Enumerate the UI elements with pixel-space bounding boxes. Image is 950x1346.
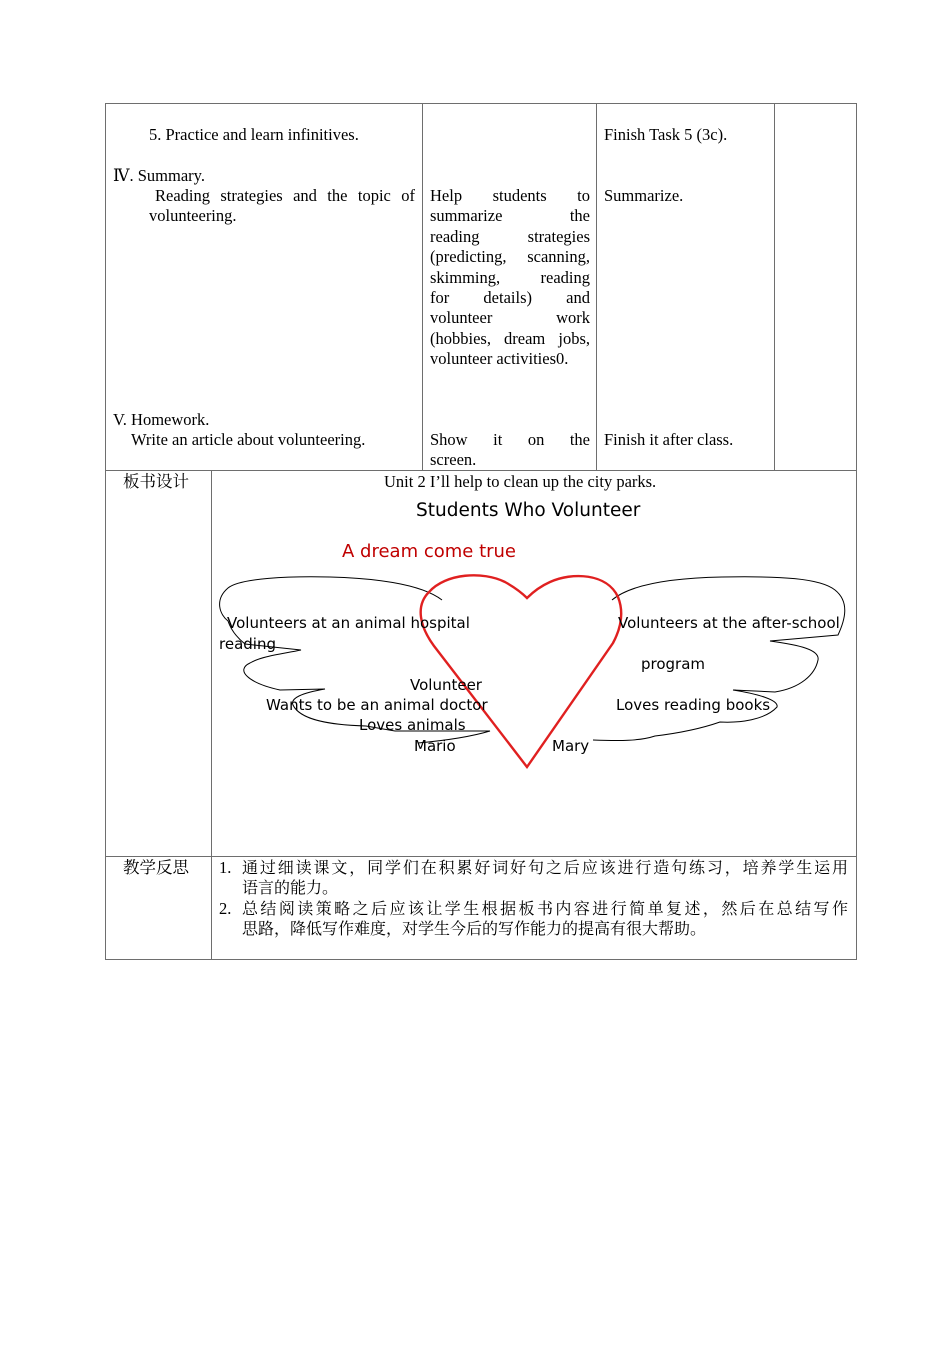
- summary-heading: Ⅳ. Summary.: [113, 166, 205, 185]
- board-design-label: 板书设计: [123, 472, 189, 491]
- board-heading: Students Who Volunteer: [416, 500, 641, 521]
- help-line-4: (predicting, scanning,: [430, 247, 590, 267]
- help-line-2: summarize the: [430, 206, 590, 226]
- right-wing-outline: [593, 577, 845, 741]
- summary-text-line2: volunteering.: [149, 206, 237, 226]
- help-line-1: Help students to: [430, 186, 590, 205]
- right-wing-program: program: [641, 655, 706, 673]
- left-wing-wants: Wants to be an animal doctor: [266, 696, 488, 714]
- finish-text: Finish it after class.: [604, 430, 734, 449]
- center-volunteer: Volunteer: [410, 676, 482, 694]
- reflection-label: 教学反思: [123, 858, 189, 877]
- help-line-8: (hobbies, dream jobs,: [430, 328, 590, 348]
- homework-text: Write an article about volunteering.: [131, 430, 366, 449]
- reflection-num-1: 1.: [219, 858, 232, 877]
- reflection-item-1-line2: 语言的能力。: [242, 878, 339, 897]
- reflection-item-2-line1: 总结阅读策略之后应该让学生根据板书内容进行简单复述，然后在总结写作: [242, 899, 848, 918]
- task5-text: Finish Task 5 (3c).: [604, 125, 728, 144]
- practice-item: 5. Practice and learn infinitives.: [149, 125, 359, 144]
- summarize-text: Summarize.: [604, 186, 684, 205]
- summary-text-line1: Reading strategies and the topic of: [155, 186, 415, 205]
- show-line-1: Show it on the: [430, 430, 590, 449]
- help-line-6: for details) and: [430, 288, 590, 308]
- help-line-7: volunteer work: [430, 308, 590, 328]
- unit-title: Unit 2 I’ll help to clean up the city parks.: [384, 472, 657, 491]
- help-line-5: skimming, reading: [430, 267, 590, 287]
- board-subheading: A dream come true: [342, 541, 517, 562]
- reflection-num-2: 2.: [219, 899, 232, 918]
- homework-heading: V. Homework.: [113, 410, 210, 429]
- left-wing-loves: Loves animals: [359, 716, 466, 734]
- help-line-3: reading strategies: [430, 226, 590, 246]
- right-wing-role: Volunteers at the after-school: [618, 614, 840, 632]
- left-wing-name: Mario: [414, 737, 456, 755]
- help-line-9: volunteer activities0.: [430, 349, 569, 369]
- show-line-2: screen.: [430, 450, 477, 470]
- reflection-item-2-line2: 思路，降低写作难度，对学生今后的写作能力的提高有很大帮助。: [242, 919, 707, 938]
- left-wing-reading: reading: [219, 635, 276, 653]
- reflection-item-1-line1: 通过细读课文，同学们在积累好词好句之后应该进行造句练习，培养学生运用: [242, 858, 848, 877]
- right-wing-name: Mary: [552, 737, 590, 755]
- left-wing-role: Volunteers at an animal hospital: [227, 614, 470, 632]
- right-wing-loves: Loves reading books: [616, 696, 771, 714]
